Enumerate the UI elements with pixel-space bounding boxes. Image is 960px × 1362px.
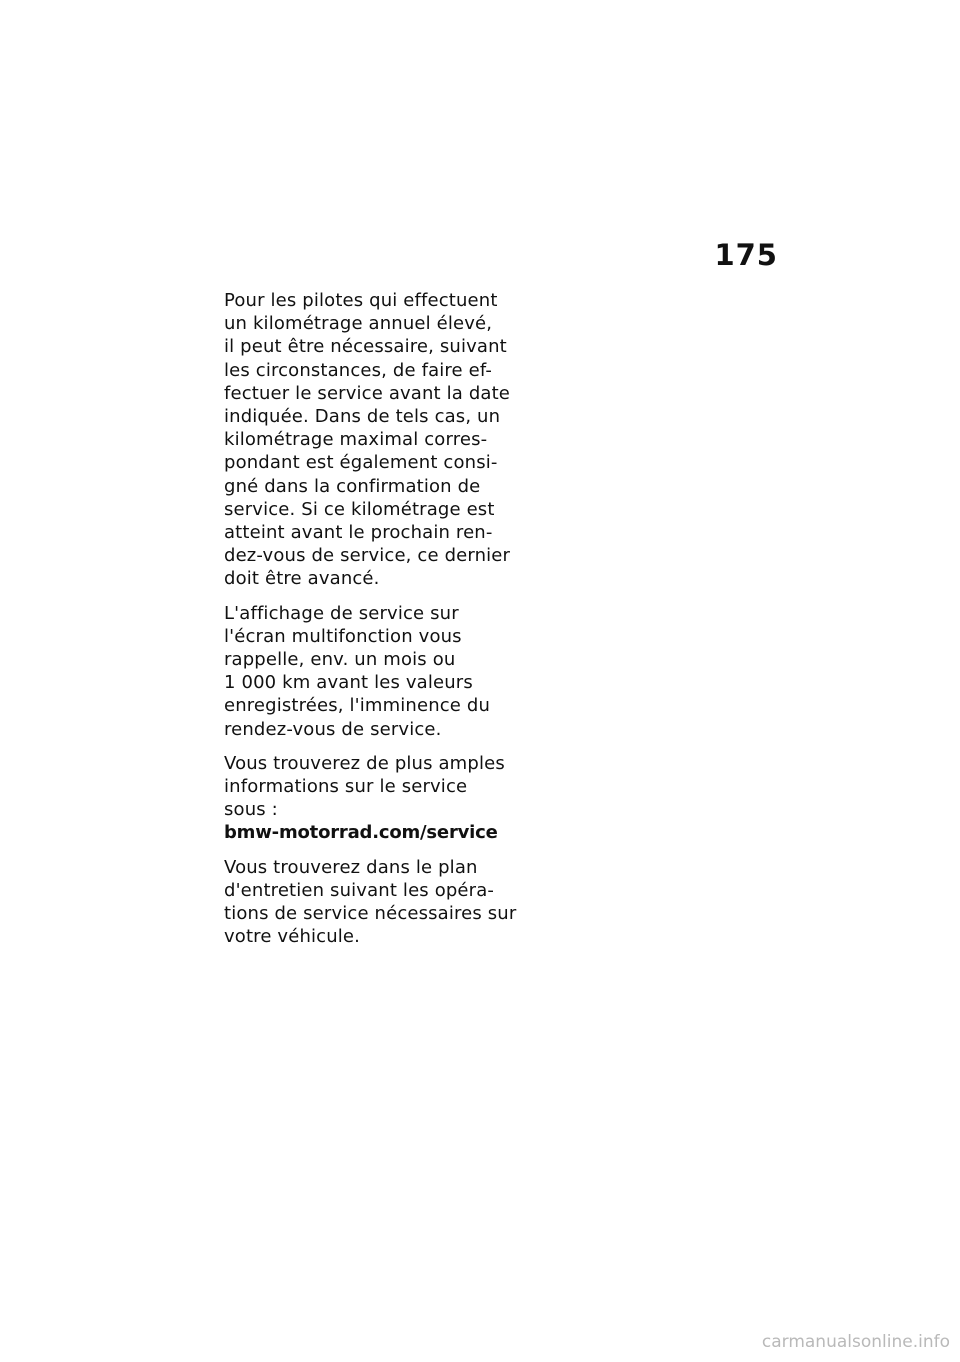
- text-column: [224, 289, 517, 959]
- text-line: enregistrées, l'imminence du: [224, 695, 491, 717]
- text-line: gné dans la confirmation de: [224, 475, 481, 497]
- text-line: service. Si ce kilométrage est: [224, 498, 495, 520]
- text-line: doit être avancé.: [224, 568, 380, 590]
- text-line: sous :: [224, 799, 278, 821]
- text-line: Vous trouverez de plus amples: [224, 752, 505, 774]
- text-line: atteint avant le prochain ren-: [224, 522, 493, 544]
- paragraph-service-display: [224, 602, 509, 741]
- text-line: les circonstances, de faire ef-: [224, 359, 493, 381]
- page-number: 175: [714, 238, 778, 272]
- text-line: dez-vous de service, ce dernier: [224, 545, 511, 567]
- text-line: 1 000 km avant les valeurs: [224, 672, 473, 694]
- text-line: indiquée. Dans de tels cas, un: [224, 406, 501, 428]
- text-line: Vous trouverez dans le plan: [224, 856, 478, 878]
- text-line: tions de service nécessaires sur: [224, 903, 517, 925]
- text-line: Pour les pilotes qui effectuent: [224, 290, 498, 311]
- text-line: un kilométrage annuel élevé,: [224, 313, 493, 335]
- text-line: informations sur le service: [224, 776, 468, 798]
- paragraph-maintenance-plan: [224, 856, 517, 949]
- watermark-text: carmanualsonline.info: [761, 1332, 950, 1352]
- text-line: pondant est également consi-: [224, 452, 498, 474]
- paragraph-more-info: [224, 752, 509, 845]
- text-line: rendez-vous de service.: [224, 718, 442, 740]
- text-line: L'affichage de service sur: [224, 602, 459, 624]
- paragraph-high-mileage: [224, 289, 509, 591]
- text-line: rappelle, env. un mois ou: [224, 649, 456, 671]
- text-line: d'entretien suivant les opéra-: [224, 879, 495, 901]
- text-line: fectuer le service avant la date: [224, 382, 511, 404]
- text-line: il peut être nécessaire, suivant: [224, 336, 507, 358]
- service-website-url: bmw-motorrad.com/service: [224, 822, 498, 844]
- text-line: kilométrage maximal corres-: [224, 429, 488, 451]
- text-line: votre véhicule.: [224, 926, 361, 948]
- text-line: l'écran multifonction vous: [224, 625, 462, 647]
